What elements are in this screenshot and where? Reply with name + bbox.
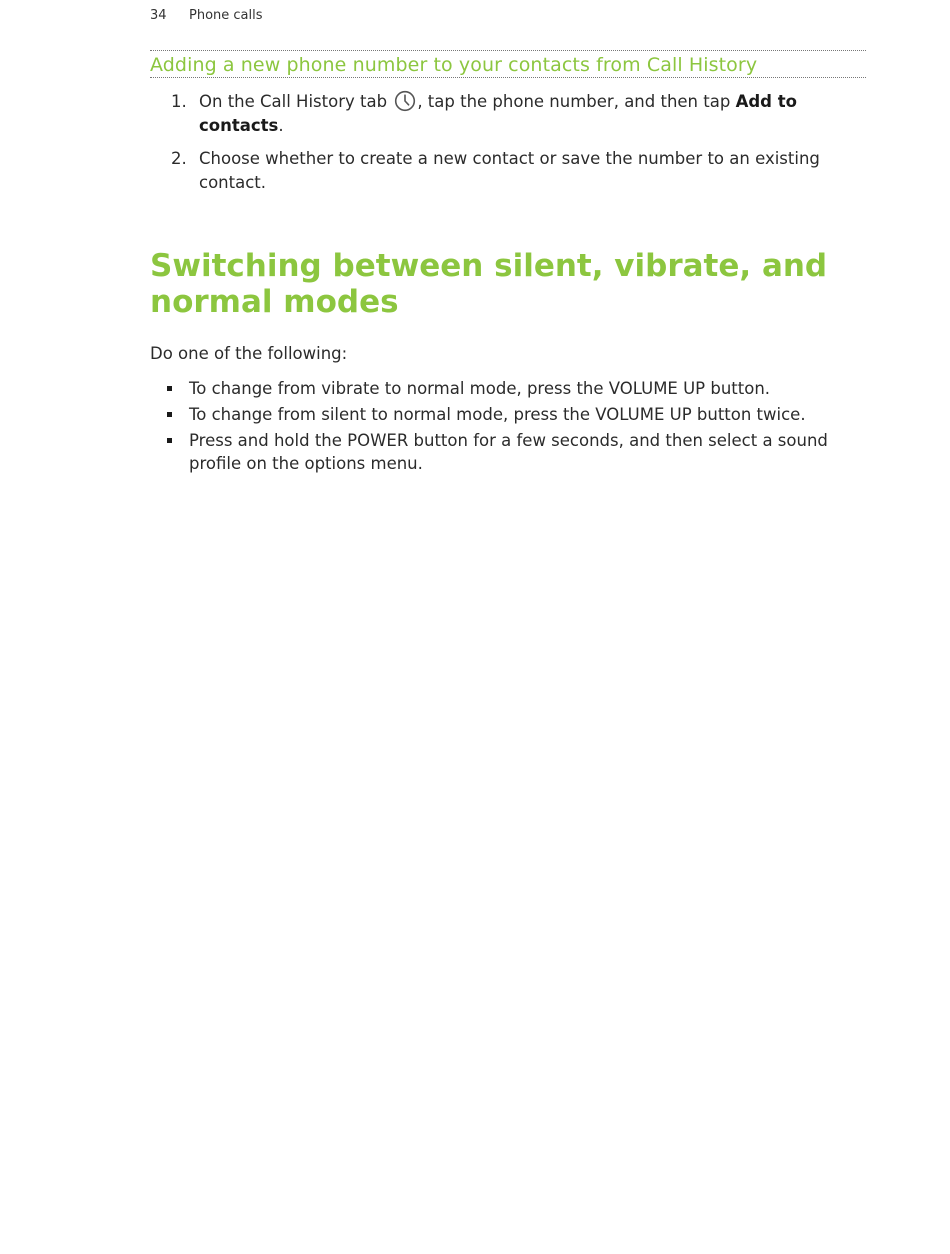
bullet-marker	[167, 438, 172, 443]
section-title: Switching between silent, vibrate, and normal modes	[150, 248, 828, 320]
bullet-marker	[167, 386, 172, 391]
step-text: On the Call History tab	[199, 92, 393, 111]
step-text: .	[278, 116, 284, 135]
switching-modes-section	[150, 248, 866, 478]
bullet-item	[150, 377, 866, 400]
step-number: 2.	[171, 149, 187, 168]
step-text: Choose whether to create a new contact or save the number to an existing contact.	[199, 149, 820, 192]
page-header	[150, 8, 263, 23]
page-number: 34	[150, 8, 167, 23]
bullet-text: Press and hold the POWER button for a few seconds, and then select a sound profile on the options menu.	[189, 431, 828, 473]
step-number: 1.	[171, 92, 187, 111]
bullet-marker	[167, 412, 172, 417]
chapter-title: Phone calls	[189, 8, 263, 23]
step-item	[150, 147, 866, 195]
step-item	[150, 90, 866, 138]
bullet-text: To change from silent to normal mode, press the VOLUME UP button twice.	[189, 405, 806, 424]
steps-list	[150, 90, 866, 195]
bullet-text: To change from vibrate to normal mode, press the VOLUME UP button.	[189, 379, 771, 398]
subsection-title: Adding a new phone number to your contacts from Call History	[150, 50, 866, 78]
bullet-item	[150, 429, 866, 475]
step-text: , tap the phone number, and then tap	[417, 92, 736, 111]
bullet-list	[150, 377, 866, 475]
clock-icon	[394, 90, 416, 112]
call-history-subsection	[150, 50, 866, 204]
intro-text: Do one of the following:	[150, 344, 348, 363]
bullet-item	[150, 403, 866, 426]
add-to-contacts-label: Add to contacts	[199, 92, 797, 135]
